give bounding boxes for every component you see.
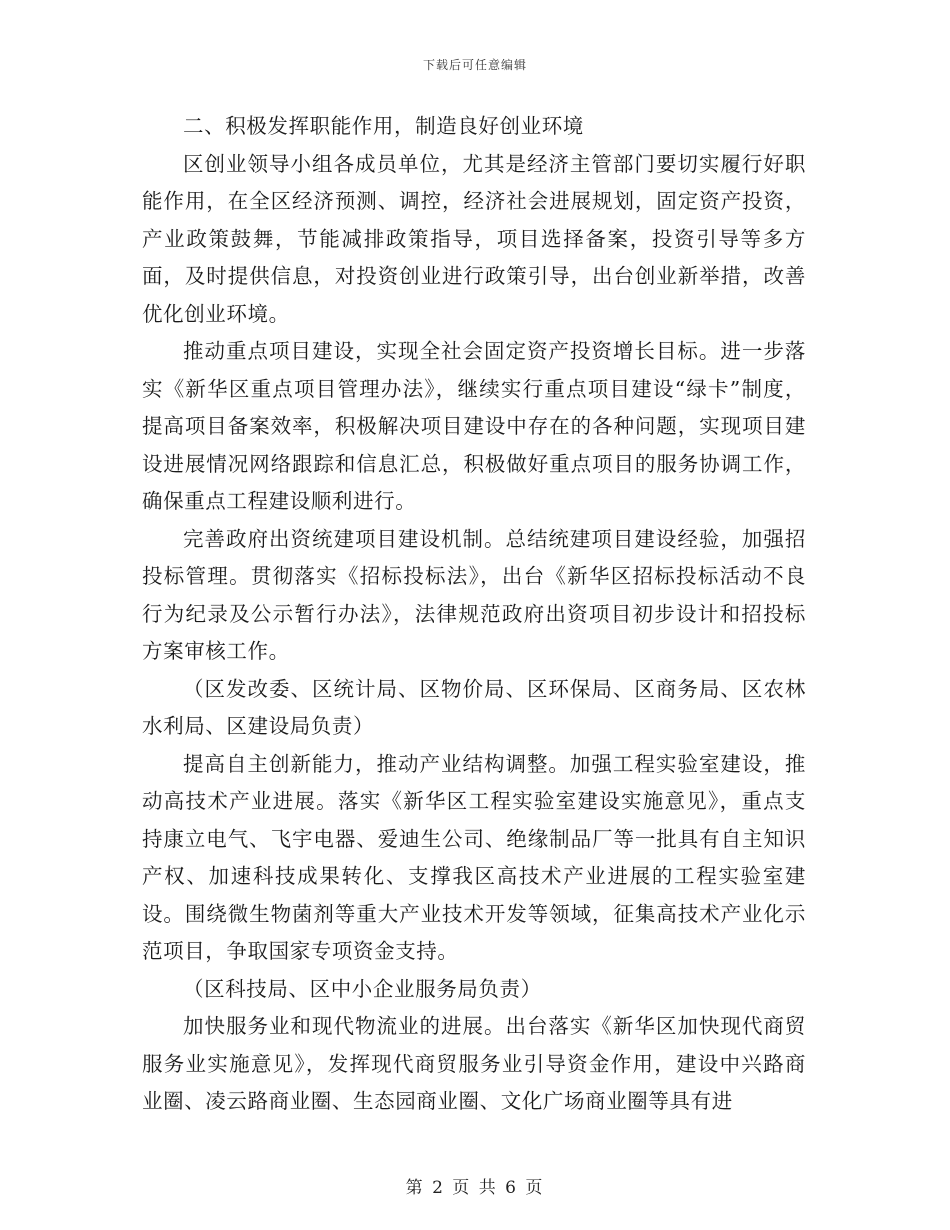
paragraph-2: 推动重点项目建设，实现全社会固定资产投资增长目标。进一步落实《新华区重点项目管理办法》，继续实行重点项目建设“绿卡”制度，提高项目备案效率，积极解决项目建设中存在的各种问题，实现项目建设进展情况网络跟踪和信息汇总，积极做好重点项目的服务协调工作，确保重点工程建设顺利进行。 <box>142 339 806 513</box>
section-heading: 二、积极发挥职能作用，制造良好创业环境 <box>183 114 584 138</box>
responsible-departments-note-1: （区发改委、区统计局、区物价局、区环保局、区商务局、区农林水利局、区建设局负责） <box>142 676 806 738</box>
responsible-departments-note-2: （区科技局、区中小企业服务局负责） <box>183 976 542 1001</box>
document-body <box>142 108 806 1121</box>
page-number-footer: 第 2 页 共 6 页 <box>405 1178 545 1198</box>
paragraph-5: 加快服务业和现代物流业的进展。出台落实《新华区加快现代商贸服务业实施意见》，发挥现代商贸服务业引导资金作用，建设中兴路商业圈、凌云路商业圈、生态园商业圈、文化广场商业圈等具有进 <box>142 1014 806 1113</box>
paragraph-3: 完善政府出资统建项目建设机制。总结统建项目建设经验，加强招投标管理。贯彻落实《招标投标法》，出台《新华区招标投标活动不良行为纪录及公示暂行办法》，法律规范政府出资项目初步设计和招投标方案审核工作。 <box>142 526 806 663</box>
page-header: 下载后可任意编辑 <box>422 58 527 72</box>
paragraph-4: 提高自主创新能力，推动产业结构调整。加强工程实验室建设，推动高技术产业进展。落实《新华区工程实验室建设实施意见》，重点支持康立电气、飞宇电器、爱迪生公司、绝缘制品厂等一批具有自主知识产权、加速科技成果转化、支撑我区高技术产业进展的工程实验室建设。围绕微生物菌剂等重大产业技术开发等领域，征集高技术产业化示范项目，争取国家专项资金支持。 <box>142 751 806 963</box>
paragraph-1: 区创业领导小组各成员单位，尤其是经济主管部门要切实履行好职能作用，在全区经济预测、调控，经济社会进展规划，固定资产投资，产业政策鼓舞，节能减排政策指导，项目选择备案，投资引导等多方面，及时提供信息，对投资创业进行政策引导，出台创业新举措，改善优化创业环境。 <box>142 151 806 326</box>
